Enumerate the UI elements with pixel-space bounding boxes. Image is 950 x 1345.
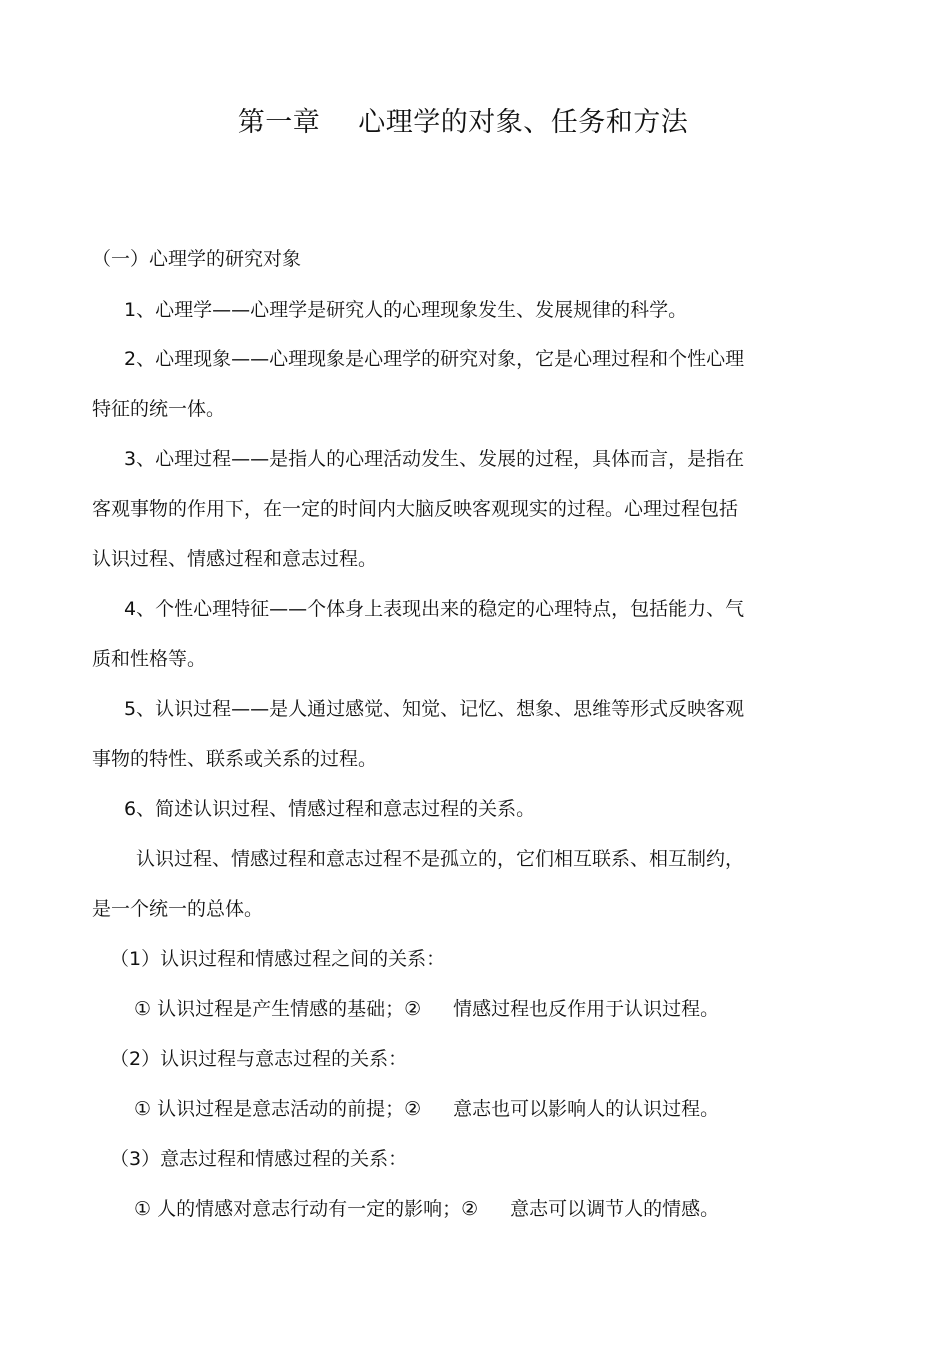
relation-3-points: [134, 1194, 719, 1224]
item-4-line-2: 质和性格等。: [92, 648, 207, 670]
relation-1-points: [134, 994, 719, 1024]
relation-2-point-2: 意志也可以影响人的认识过程。: [453, 1098, 720, 1120]
relation-1-heading: （1）认识过程和情感过程之间的关系：: [110, 948, 446, 970]
relation-1-point-2: 情感过程也反作用于认识过程。: [453, 998, 720, 1020]
item-1: 1、心理学——心理学是研究人的心理现象发生、发展规律的科学。: [124, 299, 688, 321]
relation-1-point-1: ① 认识过程是产生情感的基础；②: [134, 998, 422, 1020]
paragraph-line-2: 是一个统一的总体。: [92, 898, 264, 920]
relation-2-points: [134, 1094, 719, 1124]
item-5-line-2: 事物的特性、联系或关系的过程。: [92, 748, 378, 770]
relation-3-point-2: 意志可以调节人的情感。: [510, 1198, 720, 1220]
section-heading: （一）心理学的研究对象: [92, 248, 302, 270]
item-2-line-2: 特征的统一体。: [92, 398, 226, 420]
item-3-line-2: 客观事物的作用下，在一定的时间内大脑反映客观现实的过程。心理过程包括: [92, 498, 739, 520]
chapter-name: 心理学的对象、任务和方法: [358, 107, 689, 138]
item-6: 6、简述认识过程、情感过程和意志过程的关系。: [124, 798, 536, 820]
item-2-line-1: 2、心理现象——心理现象是心理学的研究对象，它是心理过程和个性心理: [124, 348, 745, 370]
item-5-line-1: 5、认识过程——是人通过感觉、知觉、记忆、想象、思维等形式反映客观: [124, 698, 745, 720]
item-3-line-3: 认识过程、情感过程和意志过程。: [92, 548, 378, 570]
relation-2-heading: （2）认识过程与意志过程的关系：: [110, 1048, 408, 1070]
chapter-title: [0, 100, 926, 146]
chapter-number: 第一章: [237, 107, 321, 138]
relation-3-point-1: ① 人的情感对意志行动有一定的影响；②: [134, 1198, 479, 1220]
relation-2-point-1: ① 认识过程是意志活动的前提；②: [134, 1098, 422, 1120]
item-3-line-1: 3、心理过程——是指人的心理活动发生、发展的过程，具体而言，是指在: [124, 448, 745, 470]
relation-3-heading: （3）意志过程和情感过程的关系：: [110, 1148, 408, 1170]
item-4-line-1: 4、个性心理特征——个体身上表现出来的稳定的心理特点，包括能力、气: [124, 598, 745, 620]
paragraph-line-1: 认识过程、情感过程和意志过程不是孤立的，它们相互联系、相互制约，: [136, 848, 745, 870]
